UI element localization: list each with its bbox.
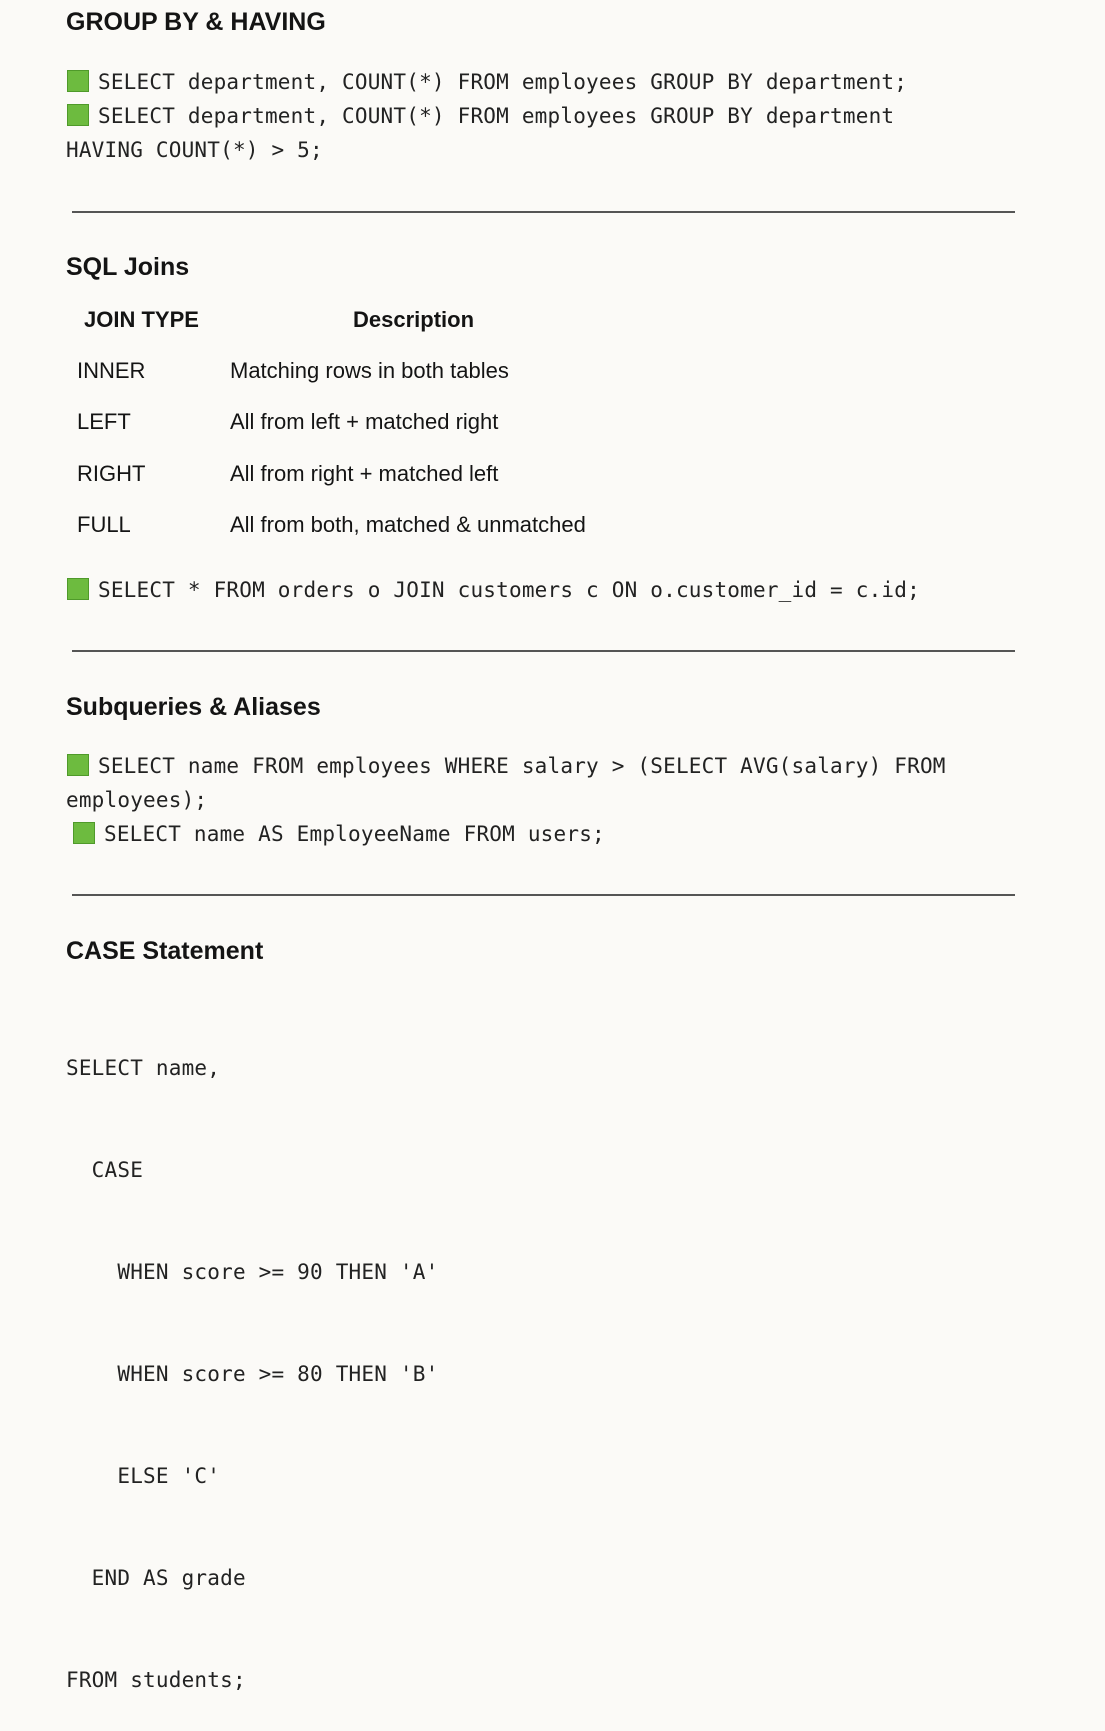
code-line <box>67 754 946 778</box>
code-line: END AS grade <box>66 1566 246 1590</box>
section-heading-joins: SQL Joins <box>66 253 190 281</box>
section-heading-subqueries: Subqueries & Aliases <box>66 693 321 721</box>
code-text: SELECT * FROM orders o JOIN customers c ON o.customer_id = c.id; <box>98 578 920 602</box>
code-line <box>67 578 920 602</box>
join-type-cell: RIGHT <box>77 461 146 486</box>
divider <box>72 650 1015 652</box>
column-header-description: Description <box>353 307 475 332</box>
green-square-icon <box>67 70 89 92</box>
join-desc-cell: Matching rows in both tables <box>230 358 509 383</box>
section-heading-case: CASE Statement <box>66 937 264 965</box>
column-header-join-type: JOIN TYPE <box>84 307 199 332</box>
code-line: CASE <box>66 1158 144 1182</box>
case-code-block <box>66 983 438 1731</box>
code-line <box>67 70 907 94</box>
join-type-cell: LEFT <box>77 409 131 434</box>
join-desc-cell: All from both, matched & unmatched <box>230 512 586 537</box>
code-line: WHEN score >= 90 THEN 'A' <box>66 1260 439 1284</box>
green-square-icon <box>67 754 89 776</box>
code-line: SELECT name, <box>66 1056 221 1080</box>
join-type-cell: INNER <box>77 358 146 383</box>
divider <box>72 211 1015 213</box>
code-line: HAVING COUNT(*) > 5; <box>66 138 323 162</box>
code-text: SELECT name FROM employees WHERE salary > (SELECT AVG(salary) FROM <box>98 754 946 778</box>
join-type-cell: FULL <box>77 512 131 537</box>
code-line <box>67 104 894 128</box>
code-line: WHEN score >= 80 THEN 'B' <box>66 1362 439 1386</box>
code-line: employees); <box>66 788 208 812</box>
code-text: SELECT name AS EmployeeName FROM users; <box>104 822 605 846</box>
join-desc-cell: All from left + matched right <box>230 409 499 434</box>
code-text: SELECT department, COUNT(*) FROM employees GROUP BY department; <box>98 70 908 94</box>
green-square-icon <box>73 822 95 844</box>
join-desc-cell: All from right + matched left <box>230 461 499 486</box>
divider <box>72 894 1015 896</box>
section-heading-group-by: GROUP BY & HAVING <box>66 8 326 36</box>
code-line: FROM students; <box>66 1668 246 1692</box>
code-line <box>73 822 605 846</box>
code-text: SELECT department, COUNT(*) FROM employees GROUP BY department <box>98 104 895 128</box>
green-square-icon <box>67 104 89 126</box>
green-square-icon <box>67 578 89 600</box>
code-line: ELSE 'C' <box>66 1464 221 1488</box>
